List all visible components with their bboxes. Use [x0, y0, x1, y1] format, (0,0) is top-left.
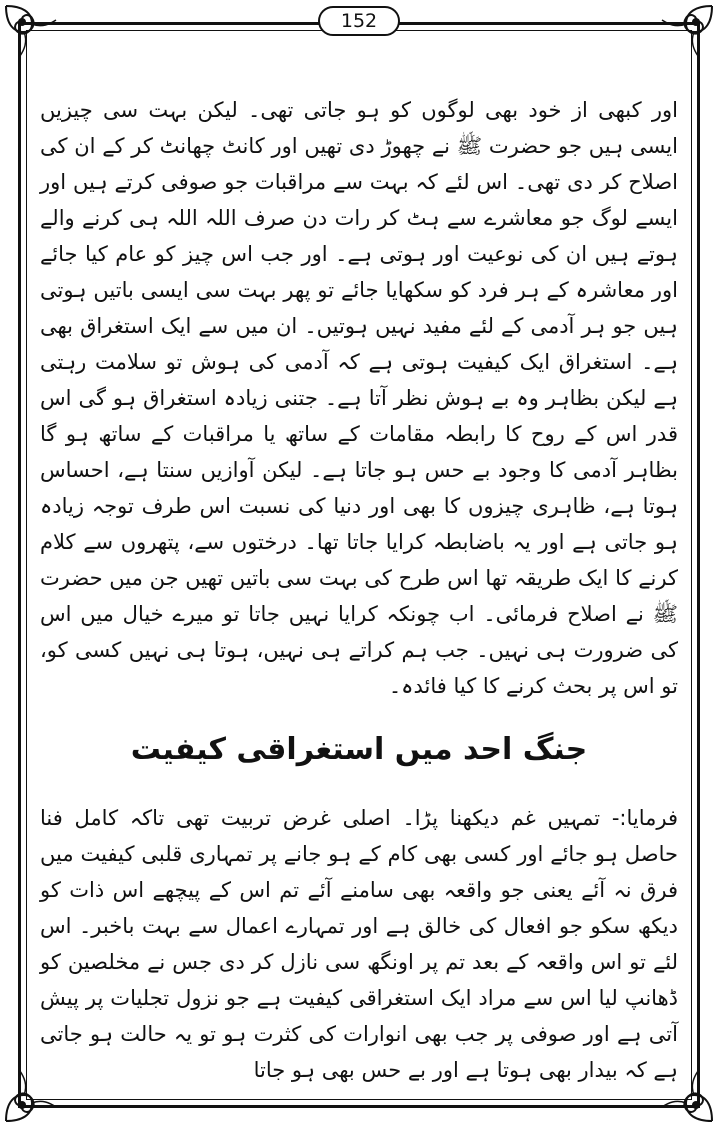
section-heading: جنگ احد میں استغراقی کیفیت	[130, 732, 588, 767]
paragraph-2: فرمایا:- تمہیں غم دیکھنا پڑا۔ اصلی غرض تربیت تھی تاکہ کامل فنا حاصل ہو جائے اور کسی بھی کام کے ہو جانے پر تمہاری قلبی کیفیت میں فرق نہ آئے یعنی جو واقعہ بھی سامنے آئے تم اس کے پیچھے اس ذات کو دیکھ سکو جو افعال کی خالق ہے اور تمہارے اعمال سے بہت باخبر۔ اس لئے تو اس واقعہ کے بعد تم پر اونگھ سی نازل کر دی جس نے مخلصین کو ڈھانپ لیا اس سے مراد ایک استغراقی کیفیت ہے جو نزول تجلیات پر پیش آتی ہے اور صوفی پر جب بھی انوارات کی کثرت ہو تو یہ حالت ہو جاتی ہے کہ بیدار بھی ہوتا ہے اور بے حس بھی ہو جاتا	[40, 806, 678, 1082]
corner-ornament-top-left	[2, 2, 60, 60]
corner-ornament-top-right	[658, 2, 716, 60]
page-number: 152	[318, 6, 400, 36]
page-body	[40, 92, 678, 1088]
paragraph-1: اور کبھی از خود بھی لوگوں کو ہو جاتی تھی۔ لیکن بہت سی چیزیں ایسی ہیں جو حضرت ﷺ نے چھوڑ دی تھیں اور کانٹ چھانٹ کر کے ان کی اصلاح کر دی تھی۔ اس لئے کہ بہت سے مراقبات جو صوفی کرتے ہیں اور ایسے لوگ جو معاشرے سے ہٹ کر رات دن صرف اللہ اللہ ہی کرنے والے ہوتے ہیں ان کی نوعیت اور ہوتی ہے۔ اور جب اس چیز کو عام کیا جائے اور معاشرہ کے ہر فرد کو سکھایا جائے تو پھر بہت سی ایسی باتیں ہوتی ہیں جو ہر آدمی کے لئے مفید نہیں ہوتیں۔ ان میں سے ایک استغراق بھی ہے۔ استغراق ایک کیفیت ہوتی ہے کہ آدمی کی ہوش تو سلامت رہتی ہے لیکن بظاہر وہ بے ہوش نظر آتا ہے۔ جتنی زیادہ استغراق ہو گی اس قدر اس کے روح کا رابطہ مقامات کے ساتھ یا مراقبات کے ساتھ ہو گا بظاہر آدمی کا وجود بے حس ہو جاتا ہے۔ لیکن آوازیں سنتا ہے، احساس ہوتا ہے، ظاہری چیزوں کا بھی اور دنیا کی نسبت اس طرف توجہ زیادہ ہو جاتی ہے اور یہ باضابطہ کرایا جاتا تھا۔ درختوں سے، پتھروں سے کلام کرنے کا ایک طریقہ تھا اس طرح کی بہت سی باتیں تھیں جن میں حضرت ﷺ نے اصلاح فرمائی۔ اب چونکہ کرایا نہیں جاتا تو میرے خیال میں اس کی ضرورت ہی نہیں۔ جب ہم کراتے ہی نہیں، ہوتا ہی نہیں کسی کو، تو اس پر بحث کرنے کا کیا فائدہ۔	[40, 98, 678, 698]
